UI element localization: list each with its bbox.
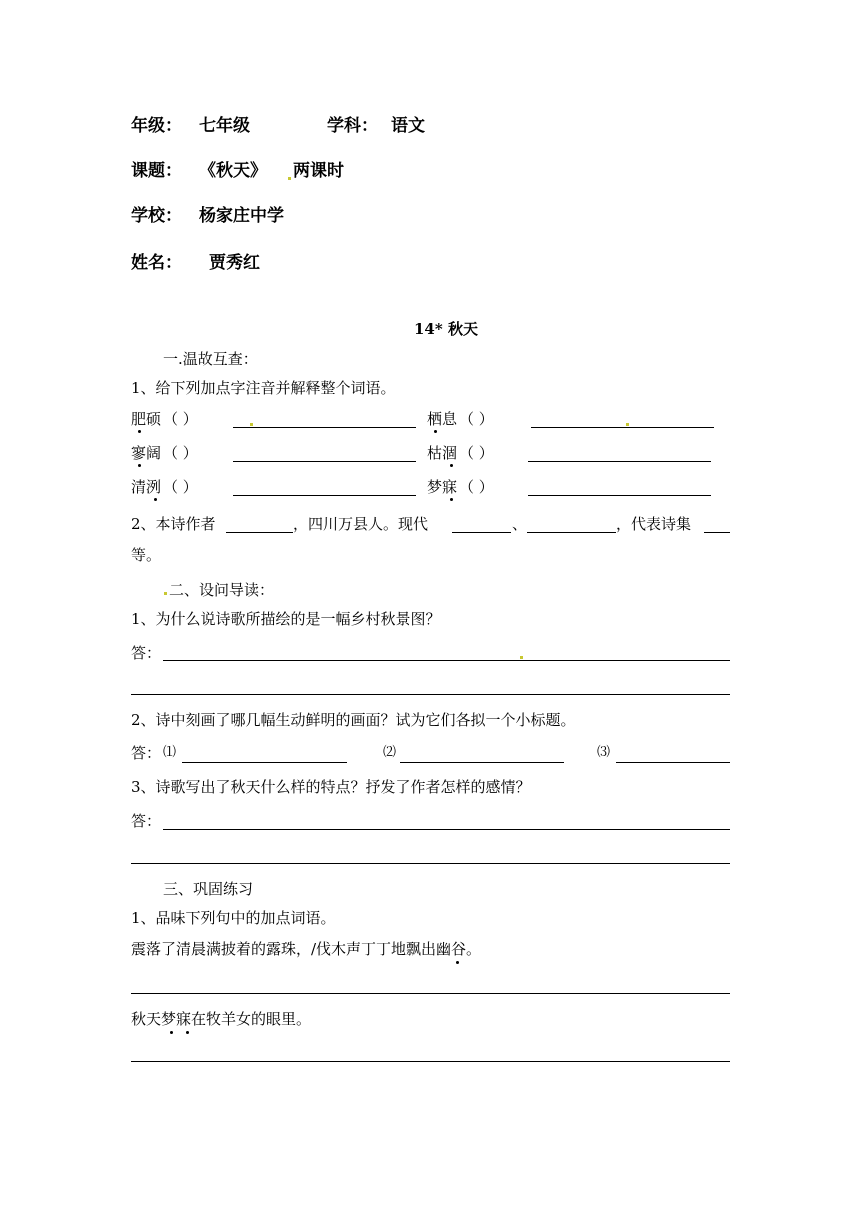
vocab-paren-5: （ ）: [163, 478, 198, 496]
grade-label: 年级：: [131, 116, 182, 136]
vocab-paren-3: （ ）: [163, 444, 198, 462]
section2-q2: 2、诗中刻画了哪几幅生动鲜明的画面？试为它们各拟一个小标题。: [131, 711, 576, 729]
section1-q2-part2: ，四川万县人。现代: [293, 515, 429, 533]
emphasis-dot: [154, 498, 157, 501]
school-label: 学校：: [131, 206, 182, 226]
name-value: 贾秀红: [209, 253, 260, 273]
emphasis-dot: [456, 961, 459, 964]
answer-line[interactable]: [163, 660, 730, 661]
answer-line[interactable]: [400, 762, 564, 763]
section2-heading: 二、设问导读：: [169, 581, 275, 599]
name-label: 姓名：: [131, 253, 182, 273]
sentence-1: 震落了清晨满披着的露珠，/伐木声丁丁地飘出幽谷。: [131, 940, 482, 958]
vocab-paren-1: （ ）: [163, 410, 198, 428]
page-title: 14* 秋天: [414, 320, 478, 338]
answer-line[interactable]: [531, 427, 714, 428]
section3-heading: 三、巩固练习: [163, 880, 254, 898]
scan-speck: [164, 592, 167, 595]
vocab-paren-2: （ ）: [459, 410, 494, 428]
scan-speck: [250, 423, 253, 426]
vocab-word-2: 栖息: [427, 410, 458, 428]
answer-line-identity[interactable]: [452, 532, 511, 533]
section1-q1: 1、给下列加点字注音并解释整个词语。: [131, 379, 396, 397]
scan-speck: [520, 656, 523, 659]
sentence-2: 秋天梦寐在牧羊女的眼里。: [131, 1010, 312, 1028]
answer-line[interactable]: [131, 993, 730, 994]
emphasis-dot: [138, 430, 141, 433]
vocab-word-3: 寥阔: [131, 444, 162, 462]
answer-line[interactable]: [131, 863, 730, 864]
section1-q2-part1: 2、本诗作者: [131, 515, 216, 533]
section2-q1: 1、为什么说诗歌所描绘的是一幅乡村秋景图？: [131, 610, 441, 628]
scan-speck: [626, 423, 629, 426]
vocab-word-1: 肥硕: [131, 410, 162, 428]
emphasis-dot: [434, 430, 437, 433]
answer-line[interactable]: [233, 427, 416, 428]
vocab-paren-6: （ ）: [459, 478, 494, 496]
answer-line-anthology[interactable]: [704, 532, 730, 533]
section1-q2-part4: ，代表诗集: [616, 515, 692, 533]
section1-q2-part3: 、: [512, 515, 528, 533]
sub-item-1: ⑴: [163, 745, 177, 760]
section3-q1: 1、品味下列句中的加点词语。: [131, 909, 336, 927]
section1-q2-part5: 等。: [131, 546, 162, 564]
emphasis-dot: [138, 464, 141, 467]
emphasis-dot: [450, 464, 453, 467]
answer-label: 答：: [131, 644, 162, 662]
sub-item-2: ⑵: [383, 745, 397, 760]
answer-line[interactable]: [233, 495, 416, 496]
vocab-word-5: 清洌: [131, 478, 162, 496]
subject-value: 语文: [391, 116, 425, 136]
school-value: 杨家庄中学: [199, 206, 284, 226]
answer-line[interactable]: [528, 495, 711, 496]
emphasis-dot: [450, 498, 453, 501]
section1-heading: 一.温故互查：: [163, 350, 258, 368]
answer-line[interactable]: [163, 829, 730, 830]
topic-value: 《秋天》: [199, 161, 267, 181]
vocab-word-4: 枯涸: [427, 444, 458, 462]
answer-line[interactable]: [233, 461, 416, 462]
emphasis-dot: [186, 1031, 189, 1034]
answer-line[interactable]: [131, 1061, 730, 1062]
subject-label: 学科：: [327, 116, 378, 136]
answer-line[interactable]: [616, 762, 730, 763]
answer-line-identity-2[interactable]: [527, 532, 616, 533]
answer-line[interactable]: [528, 461, 711, 462]
topic-label: 课题：: [131, 161, 182, 181]
answer-label: 答：: [131, 812, 162, 830]
vocab-paren-4: （ ）: [459, 444, 494, 462]
scan-speck: [288, 177, 291, 180]
section2-q3: 3、诗歌写出了秋天什么样的特点？抒发了作者怎样的感情？: [131, 778, 531, 796]
answer-label: 答：: [131, 744, 162, 762]
grade-value: 七年级: [199, 116, 250, 136]
answer-line-author[interactable]: [226, 532, 293, 533]
answer-line[interactable]: [131, 694, 730, 695]
vocab-word-6: 梦寐: [427, 478, 458, 496]
sub-item-3: ⑶: [597, 745, 611, 760]
periods-value: 两课时: [293, 161, 344, 181]
answer-line[interactable]: [182, 762, 347, 763]
emphasis-dot: [170, 1031, 173, 1034]
